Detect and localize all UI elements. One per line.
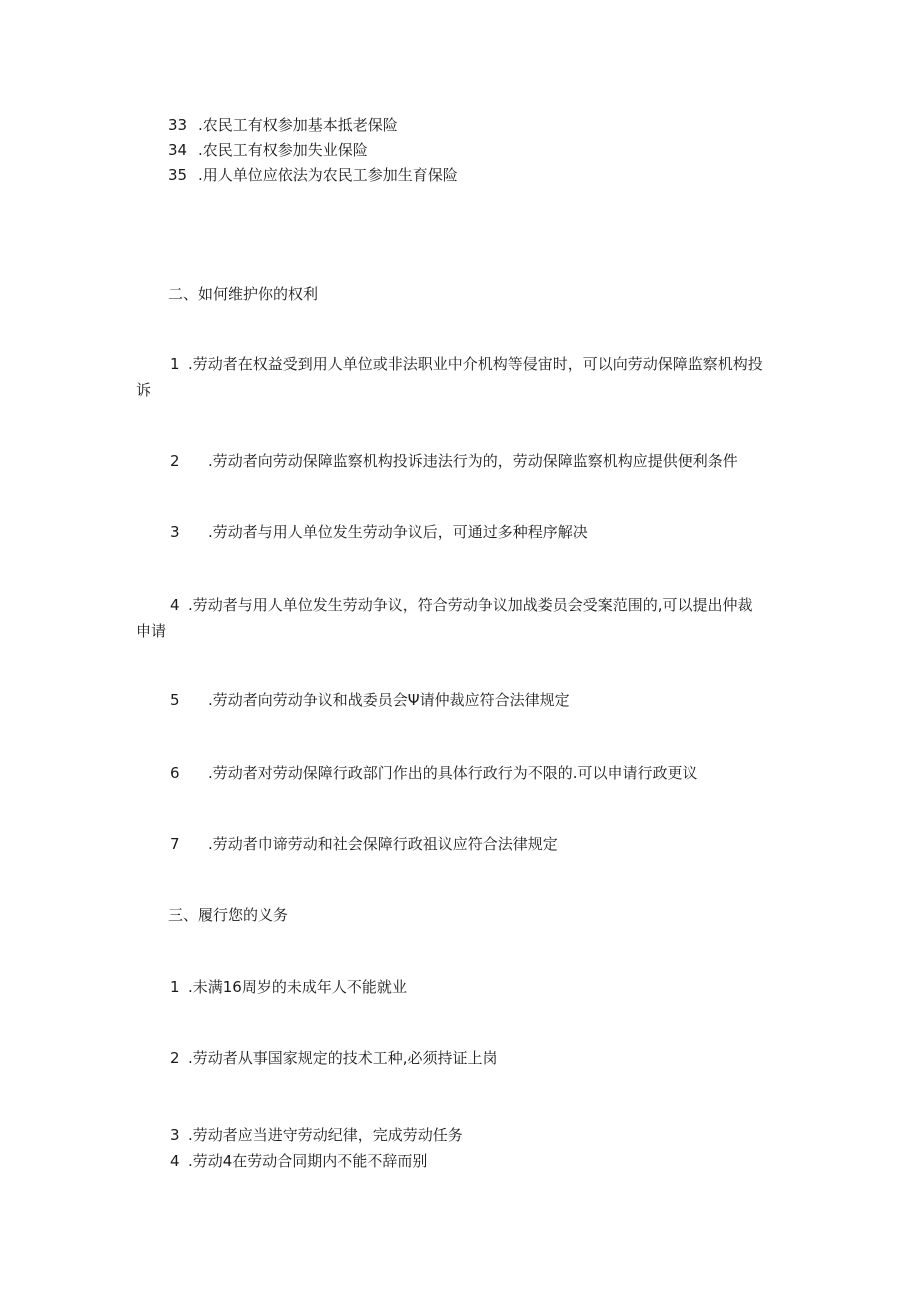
section-heading: 三、履行您的义务 <box>168 906 289 924</box>
item-text: .农民工有权参加基本抵老保险 <box>198 116 398 134</box>
item-text: .劳动者应当进守劳动纪律，完成劳动任务 <box>188 1126 463 1144</box>
item-number: 5 <box>170 691 180 709</box>
item-text: .劳动者从事国家规定的技术工种,必须持证上岗 <box>188 1049 498 1067</box>
item-text: .劳动者向劳动争议和战委员会Ψ请仲裁应符合法律规定 <box>208 691 570 709</box>
item-number: 6 <box>170 764 180 782</box>
item-text: .未满16周岁的未成年人不能就业 <box>188 978 407 996</box>
item-number: 1 <box>170 355 180 373</box>
item-number: 35 <box>168 166 188 184</box>
item-text: .劳动者向劳动保障监察机构投诉违法行为的，劳动保障监察机构应提供便利条件 <box>208 452 738 470</box>
item-number: 7 <box>170 835 180 853</box>
item-number: 3 <box>170 523 180 541</box>
item-number: 4 <box>170 596 180 614</box>
item-text: .用人单位应依法为农民工参加生育保险 <box>198 166 458 184</box>
item-text-continuation: 申请 <box>136 622 167 640</box>
item-number: 4 <box>170 1152 180 1170</box>
item-text-continuation: 诉 <box>136 381 152 399</box>
item-number: 3 <box>170 1126 180 1144</box>
item-number: 33 <box>168 116 188 134</box>
section-heading: 二、如何维护你的权利 <box>168 285 319 303</box>
item-number: 2 <box>170 452 180 470</box>
item-text: .劳动者与用人单位发生劳动争议后，可通过多种程序解决 <box>208 523 588 541</box>
item-text: .劳动者巾谛劳动和社会保障行政祖议应符合法律规定 <box>208 835 558 853</box>
item-number: 34 <box>168 141 188 159</box>
item-text: .农民工有权参加失业保险 <box>198 141 368 159</box>
item-text: .劳动者对劳动保障行政部门作出的具体行政行为不限的.可以申请行政更议 <box>208 764 698 782</box>
item-text: .劳动者在权益受到用人单位或非法职业中介机构等侵宙时，可以向劳动保障监察机构投 <box>188 355 763 373</box>
item-text: .劳动4在劳动合同期内不能不辞而别 <box>188 1152 428 1170</box>
item-text: .劳动者与用人单位发生劳动争议，符合劳动争议加战娄员会受案范围的,可以提出仲裁 <box>188 596 753 614</box>
item-number: 1 <box>170 978 180 996</box>
item-number: 2 <box>170 1049 180 1067</box>
